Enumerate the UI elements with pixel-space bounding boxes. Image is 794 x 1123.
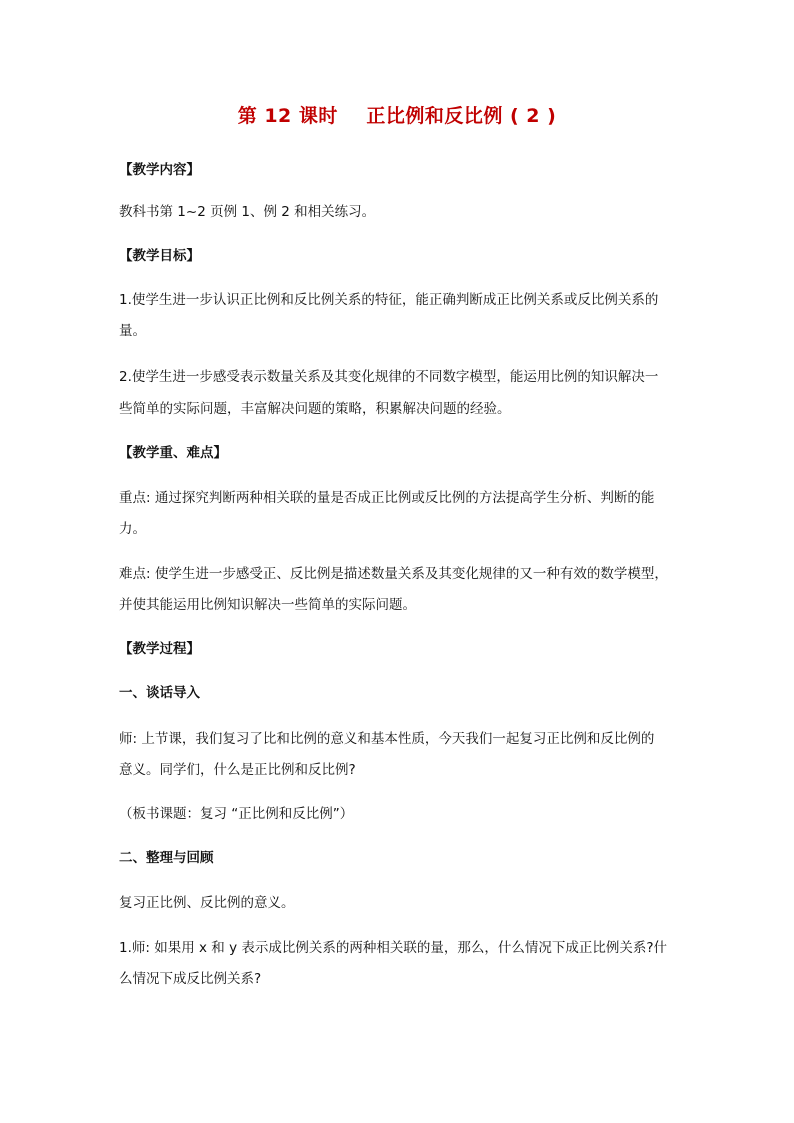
content-text: 教科书第 1~2 页例 1、例 2 和相关练习。: [119, 204, 376, 220]
difficulty-line-2: 并使其能运用比例知识解决一些简单的实际问题。: [119, 597, 416, 613]
section-1-heading: 一、谈话导入: [119, 685, 200, 701]
key-points-heading: 【教学重、难点】: [119, 445, 227, 461]
teacher-line-1: 师: 上节课，我们复习了比和比例的意义和基本性质，今天我们一起复习正比例和反比例的: [119, 731, 655, 747]
content-heading: 【教学内容】: [119, 162, 200, 178]
question-1-line-2: 么情况下成反比例关系?: [119, 971, 262, 987]
goal-1-line-2: 量。: [119, 323, 146, 339]
difficulty-line-1: 难点: 使学生进一步感受正、反比例是描述数量关系及其变化规律的又一种有效的数学模型，: [119, 566, 668, 582]
goal-1-line-1: 1.使学生进一步认识正比例和反比例关系的特征，能正确判断成正比例关系或反比例关系的: [119, 292, 659, 308]
goals-heading: 【教学目标】: [119, 248, 200, 264]
key-point-line-2: 力。: [119, 521, 146, 537]
goal-2-line-2: 些简单的实际问题，丰富解决问题的策略，积累解决问题的经验。: [119, 401, 511, 417]
teacher-line-2: 意义。同学们，什么是正比例和反比例?: [119, 762, 356, 778]
question-1-line-1: 1.师: 如果用 x 和 y 表示成比例关系的两种相关联的量，那么，什么情况下成正比例关系?什: [119, 940, 668, 956]
process-heading: 【教学过程】: [119, 641, 200, 657]
review-text: 复习正比例、反比例的意义。: [119, 895, 295, 911]
board-note: （板书课题：复习 “正比例和反比例”）: [119, 806, 354, 822]
key-point-line-1: 重点: 通过探究判断两种相关联的量是否成正比例或反比例的方法提高学生分析、判断的能: [119, 490, 655, 506]
page-title: 第 12 课时 正比例和反比例 ( 2 ): [237, 105, 557, 127]
goal-2-line-1: 2.使学生进一步感受表示数量关系及其变化规律的不同数字模型，能运用比例的知识解决一: [119, 369, 659, 385]
section-2-heading: 二、整理与回顾: [119, 850, 214, 866]
